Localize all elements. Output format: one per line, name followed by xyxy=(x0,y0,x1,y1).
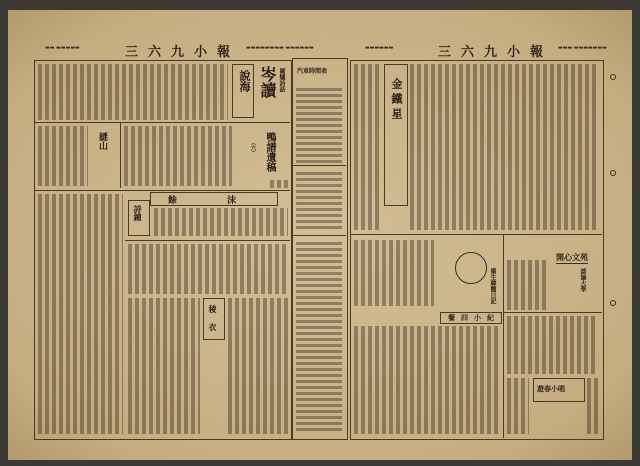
weilu-heading: 圍爐詩話 xyxy=(278,68,285,92)
article-text xyxy=(154,208,288,236)
illustration-icon xyxy=(455,252,487,284)
article-text xyxy=(354,326,500,434)
binding-hole xyxy=(610,170,616,176)
timetable-rows xyxy=(296,172,342,232)
lingyi-heading: 稜衣 xyxy=(208,305,218,341)
cansi-heading: 餐四小紀 xyxy=(448,313,500,322)
left-dateline: ▬▬ ▬▬▬▬▬ xyxy=(45,45,80,51)
article-text xyxy=(270,180,288,188)
article-text xyxy=(228,298,288,434)
article-text xyxy=(507,260,547,310)
article-text xyxy=(354,64,380,230)
left-dateline-right: ▬▬▬▬▬▬▬▬ ▬▬▬▬▬▬ xyxy=(246,45,314,51)
right-dateline: ▬▬▬▬▬▬ xyxy=(365,45,394,51)
divider xyxy=(292,165,346,166)
article-text xyxy=(38,194,123,434)
shuohai-heading: 說海 xyxy=(238,70,251,92)
timetable-rows xyxy=(296,242,342,432)
mishan-heading: 謎山 xyxy=(97,132,107,150)
article-text xyxy=(507,378,529,434)
divider xyxy=(125,240,290,241)
right-masthead: 三六九小報 xyxy=(438,45,554,60)
divider xyxy=(350,234,602,235)
divider xyxy=(503,234,504,438)
left-masthead: 三六九小報 xyxy=(125,45,241,60)
article-text xyxy=(507,316,597,374)
weisheng-heading: 衛生韓醫日記 xyxy=(489,268,496,304)
yapu-heading: 鴨譜遺稿 xyxy=(264,132,275,172)
jintiexing-heading: 金鐵星 xyxy=(390,78,403,123)
divider xyxy=(34,190,290,191)
article-text xyxy=(410,64,598,230)
timetable-rows xyxy=(296,88,342,163)
calligraphy-title: 岑讀 xyxy=(258,66,277,98)
timetable-title: 汽車時間表 xyxy=(297,68,328,75)
article-text xyxy=(354,240,434,306)
divider xyxy=(34,122,290,123)
youchun-heading: 遊春小唱 xyxy=(537,384,565,393)
divider xyxy=(120,122,121,188)
binding-hole xyxy=(610,300,616,306)
right-dateline-right: ▬▬▬ ▬▬▬▬▬▬▬ xyxy=(558,45,607,51)
yumo-heading: 餘沫 xyxy=(168,196,287,206)
divider xyxy=(503,312,602,313)
article-text xyxy=(38,126,88,186)
article-text xyxy=(124,126,232,186)
article-text xyxy=(38,64,228,120)
article-text xyxy=(128,244,288,294)
yapu-subtitle: （六） xyxy=(250,140,256,155)
kaixin-heading: 開心文苑 xyxy=(556,252,588,262)
divider xyxy=(292,235,346,236)
binding-hole xyxy=(610,74,616,80)
article-text xyxy=(587,378,599,434)
shizhong-heading: 詩鐘 xyxy=(133,205,143,221)
article-text xyxy=(128,298,200,434)
kaixin-subtitle: 談論大學 xyxy=(579,268,586,292)
